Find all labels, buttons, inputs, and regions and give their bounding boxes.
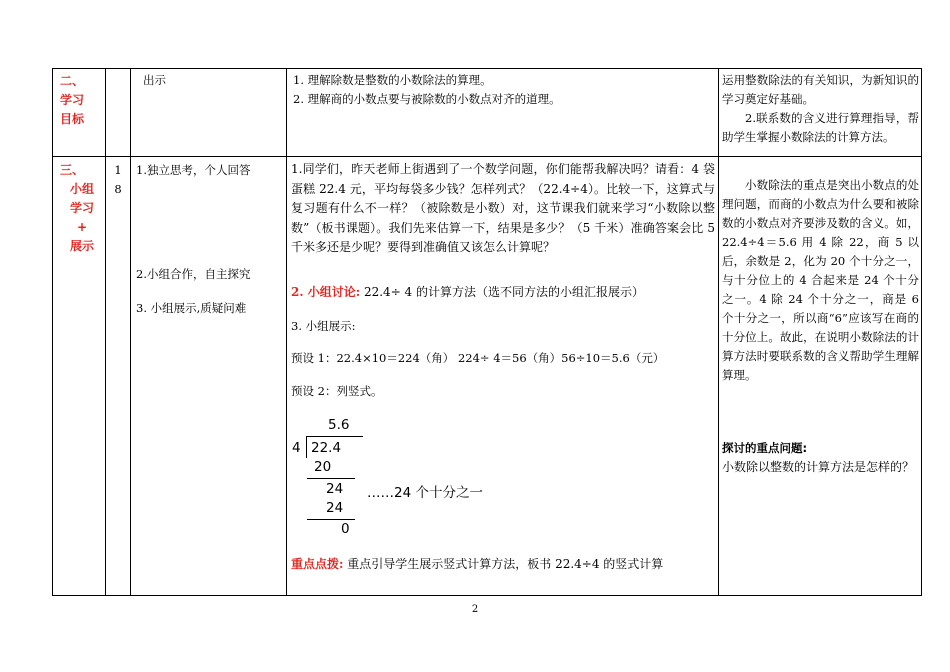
focus-label: 重点点拨: [291,557,344,571]
lesson-plan-table [52,68,922,596]
row2-method-1: 1.独立思考，个人回答 [136,163,251,177]
preset-1: 预设 1：22.4×10＝224（角） 224÷ 4＝56（角）56÷10＝5.6（元） [291,351,665,365]
section-3-heading: 三、 小组 学习 + 展示 [60,163,94,253]
row2-time: 1 8 [114,163,122,196]
preset-2: 预设 2：列竖式。 [291,384,383,398]
page-number: 2 [471,604,479,615]
objective-item: 2. 理解商的小数点要与被除数的小数点对齐的道理。 [293,92,561,106]
group-show-label: 3. 小组展示: [291,319,356,333]
row1-method: 出示 [143,73,166,87]
focus-text: 重点引导学生展示竖式计算方法，板书 22.4÷4 的竖式计算 [347,557,664,571]
row2-method-2: 2.小组合作，自主探究 [136,267,251,281]
subtraction-line [307,478,355,479]
discussion-label: 2. 小组讨论: [291,285,361,299]
key-question-label: 探讨的重点问题: [722,441,808,455]
quotient: 5.6 [328,417,350,433]
division-bar [307,436,363,437]
discussion-text: 22.4÷ 4 的计算方法（选不同方法的小组汇报展示） [363,285,645,299]
long-division-figure [289,414,549,544]
division-bracket [306,436,307,458]
key-question: 小数除以整数的计算方法是怎样的？ [722,460,915,474]
subtraction-line [307,519,355,520]
step-2-product: 24 [326,500,344,516]
row2-design-intent: 小数除法的重点是突出小数点的处理问题，而商的小数点为什么要和被除数的小数点对齐要涉及数的含义。如，22.4÷4＝5.6 用 4 除 22，商 5 以后，余数是 2，化为 20 个十分之一，与十分位上的 4 合起来是 24 个十分之一。4 除 24 个十分之一，商是 6 个十分之一，所以商“6”应该写在商的十分位上。故此，在说明小数除法的计算方法时要联系数的含义帮助学生理解算理。 [722,178,919,382]
dividend: 22.4 [311,440,342,456]
final-remainder: 0 [341,521,350,537]
focus-guidance [291,555,717,574]
step-1-product: 20 [314,459,332,475]
column-divider [718,69,719,595]
column-divider [130,69,131,595]
row2-method-3: 3. 小组展示,质疑问难 [136,301,247,315]
divisor: 4 [292,440,301,456]
row1-objectives [293,71,713,109]
tenths-note: ……24 个十分之一 [367,485,483,501]
column-divider [105,69,106,595]
remainder: 24 [326,481,344,497]
group-discussion [291,283,715,302]
row2-intro-paragraph: 1.同学们，昨天老师上街遇到了一个数学问题，你们能帮我解决吗？请看：4 袋蛋糕 22.4 元，平均每袋多少钱？怎样列式？（22.4÷4）。比较一下，这算式与复习题有什么不一样？（被除数是小数）对，这节课我们就来学习“小数除以整数”（板书课题）。我们先来估算一下，结果是多少？（5 千米）准确答案会比 5 千米多还是少呢？要得到准确值又该怎么计算呢？ [291,162,715,255]
row1-design-intent: 运用整数除法的有关知识，为新知识的学习奠定好基础。 2.联系数的含义进行算理指导，帮助学生掌握小数除法的计算方法。 [722,73,919,144]
row-divider [53,156,921,157]
objective-item: 1. 理解除数是整数的小数除法的算理。 [293,73,492,87]
section-2-heading: 二、 学习 目标 [60,74,85,126]
column-divider [286,69,287,595]
